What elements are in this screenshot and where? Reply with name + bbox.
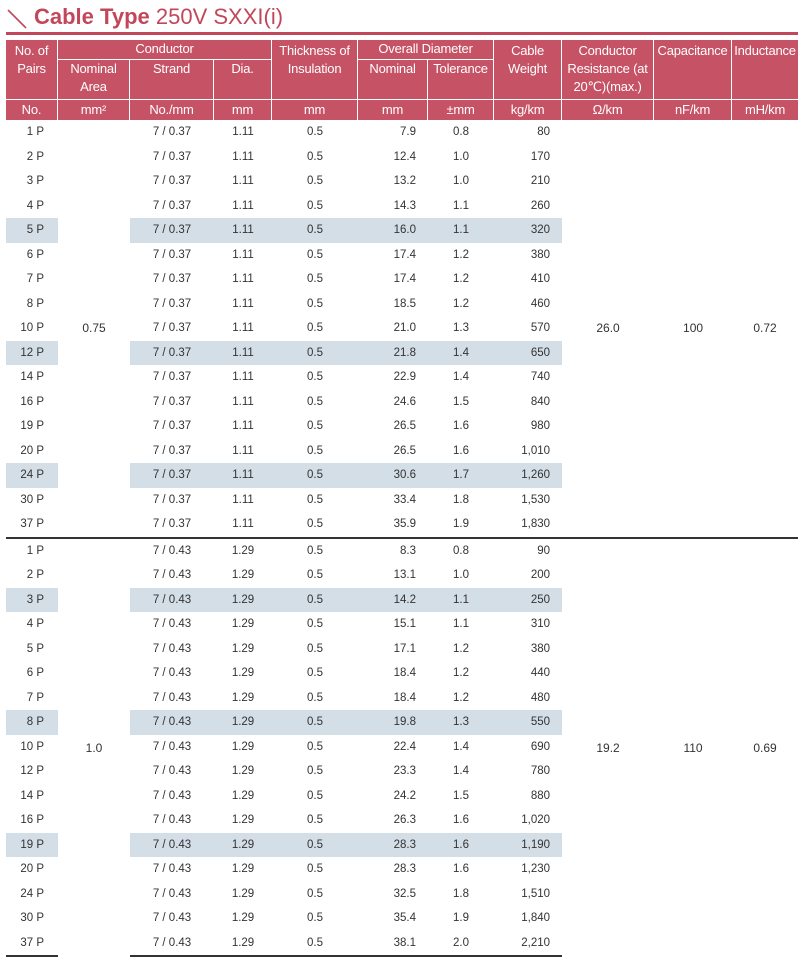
header-pairs: No. of Pairs [6,40,58,100]
cell-tolerance: 1.3 [428,710,494,735]
cell-nominal: 32.5 [393,887,417,900]
cell-strand: 7 / 0.43 [130,931,214,958]
cell-pairs: 12 P [6,341,58,366]
cell-pairs: 5 P [26,642,44,655]
unit-weight: kg/km [494,100,562,120]
cell-weight: 1,830 [521,518,551,531]
cell-strand: 7 / 0.37 [152,126,192,139]
cell-nominal: 26.5 [393,420,417,433]
cell-dia: 1.11 [232,126,254,139]
cell-tolerance: 1.4 [453,371,470,384]
cell-pairs: 24 P [20,887,44,900]
cell-tolerance: 1.1 [453,199,470,212]
unit-area: mm² [58,100,130,120]
page-title-area [6,4,798,30]
cell-weight: 410 [530,273,551,286]
cell-weight: 740 [530,371,551,384]
cell-strand: 7 / 0.37 [152,444,192,457]
cell-pairs: 7 P [26,273,44,286]
cell-capacitance: 110 [654,537,732,958]
cell-dia: 1.11 [232,395,254,408]
cell-resistance: 19.2 [562,537,654,958]
cell-strand: 7 / 0.43 [152,863,192,876]
cell-nominal: 24.2 [393,789,417,802]
cell-strand: 7 / 0.37 [152,273,192,286]
cell-thickness: 0.5 [307,395,324,408]
cell-tolerance: 0.8 [428,537,494,564]
table-row [6,537,798,564]
cell-nominal: 38.1 [358,931,428,958]
cell-capacitance: 100 [654,120,732,537]
cell-weight: 880 [530,789,551,802]
unit-nominal: mm [358,100,428,120]
cell-weight: 780 [530,765,551,778]
cell-weight: 80 [537,126,551,139]
cell-thickness: 0.5 [307,199,324,212]
cell-dia: 1.29 [231,569,255,582]
cell-pairs: 6 P [26,248,44,261]
cell-weight: 840 [530,395,551,408]
cell-thickness: 0.5 [307,642,324,655]
cell-pairs: 24 P [6,463,58,488]
cell-strand: 7 / 0.43 [152,569,192,582]
cell-strand: 7 / 0.37 [152,493,192,506]
cell-strand: 7 / 0.37 [130,341,214,366]
cell-thickness: 0.5 [307,765,324,778]
table-row [6,120,798,145]
cell-tolerance: 1.7 [428,463,494,488]
cell-weight: 1,190 [494,833,562,858]
cell-tolerance: 1.0 [453,569,470,582]
unit-dia: mm [214,100,272,120]
cell-weight: 1,230 [521,863,551,876]
unit-inductance: mH/km [732,100,798,120]
cell-tolerance: 1.4 [453,740,470,753]
unit-capacitance: nF/km [654,100,732,120]
cell-pairs: 19 P [6,833,58,858]
cell-dia: 1.11 [214,341,272,366]
cell-strand: 7 / 0.43 [152,765,192,778]
cell-pairs: 10 P [20,740,44,753]
cell-nominal: 7.9 [400,126,417,139]
cell-strand: 7 / 0.43 [152,912,192,925]
cell-tolerance: 1.5 [453,789,470,802]
cell-dia: 1.29 [231,618,255,631]
cell-weight: 2,210 [494,931,562,958]
header-capacitance: Capacitance [654,40,732,100]
header-resistance: Conductor Resistance (at 20℃)(max.) [562,40,654,100]
cell-tolerance: 1.6 [428,833,494,858]
cell-nominal: 22.9 [393,371,417,384]
page-title-rest: 250V SXXI(i) [155,4,284,29]
header-weight: Cable Weight [494,40,562,100]
cell-thickness: 0.5 [272,931,358,958]
cell-weight: 1,010 [521,444,551,457]
cell-thickness: 0.5 [272,710,358,735]
cell-thickness: 0.5 [307,814,324,827]
cell-strand: 7 / 0.43 [152,887,192,900]
cell-pairs: 5 P [6,218,58,243]
cell-dia: 1.11 [232,273,254,286]
cell-thickness: 0.5 [272,218,358,243]
cell-weight: 320 [494,218,562,243]
cell-nominal: 35.4 [393,912,417,925]
cell-tolerance: 0.8 [453,126,470,139]
cell-tolerance: 1.6 [453,420,470,433]
cell-dia: 1.11 [214,463,272,488]
unit-thickness: mm [272,100,358,120]
cell-tolerance: 1.6 [453,444,470,457]
cell-strand: 7 / 0.43 [152,789,192,802]
cell-strand: 7 / 0.43 [130,833,214,858]
header-inductance: Inductance [732,40,798,100]
cell-tolerance: 1.0 [453,150,470,163]
cell-pairs: 6 P [26,667,44,680]
cell-tolerance: 1.6 [453,863,470,876]
cell-strand: 7 / 0.37 [152,518,192,531]
cell-strand: 7 / 0.37 [130,218,214,243]
cell-tolerance: 2.0 [428,931,494,958]
cell-dia: 1.29 [231,814,255,827]
cell-dia: 1.11 [214,218,272,243]
cell-dia: 1.29 [231,912,255,925]
cell-nominal: 26.3 [393,814,417,827]
cell-thickness: 0.5 [307,667,324,680]
cell-dia: 1.29 [231,740,255,753]
cell-dia: 1.11 [232,175,254,188]
cell-tolerance: 1.2 [453,248,470,261]
cell-thickness: 0.5 [307,691,324,704]
cell-dia: 1.11 [232,444,254,457]
cell-tolerance: 1.2 [453,691,470,704]
cell-nominal: 16.0 [358,218,428,243]
cell-pairs: 3 P [26,175,44,188]
cell-strand: 7 / 0.37 [152,175,192,188]
header-strand: Strand [130,60,214,100]
cell-strand: 7 / 0.37 [130,463,214,488]
cell-nominal: 21.8 [358,341,428,366]
cell-weight: 260 [530,199,551,212]
cell-weight: 1,020 [521,814,551,827]
cell-nominal-area: 0.75 [58,120,130,537]
cell-nominal: 18.5 [393,297,417,310]
page-title [34,4,283,30]
cell-strand: 7 / 0.37 [152,371,192,384]
cell-thickness: 0.5 [307,248,324,261]
cell-pairs: 4 P [26,199,44,212]
cell-weight: 460 [530,297,551,310]
cell-nominal: 30.6 [358,463,428,488]
cell-strand: 7 / 0.43 [152,691,192,704]
cell-thickness: 0.5 [307,273,324,286]
cell-nominal: 33.4 [393,493,417,506]
cell-pairs: 4 P [26,618,44,631]
cell-dia: 1.11 [232,420,254,433]
cell-strand: 7 / 0.43 [152,667,192,680]
cell-dia: 1.29 [214,710,272,735]
header-nominal-area: Nominal Area [58,60,130,100]
header-dia: Dia. [214,60,272,100]
cell-nominal: 19.8 [358,710,428,735]
cell-dia: 1.29 [214,931,272,958]
cell-nominal: 12.4 [393,150,417,163]
cell-dia: 1.11 [232,518,254,531]
cell-nominal: 14.2 [358,588,428,613]
title-divider [6,32,798,35]
cell-tolerance: 1.2 [453,642,470,655]
cell-thickness: 0.5 [307,444,324,457]
cell-tolerance: 1.3 [453,322,470,335]
cell-dia: 1.11 [232,493,254,506]
cell-tolerance: 1.4 [428,341,494,366]
cell-nominal: 17.4 [393,273,417,286]
cell-tolerance: 1.2 [453,297,470,310]
cell-resistance: 26.0 [562,120,654,537]
cell-tolerance: 1.2 [453,273,470,286]
cell-pairs: 8 P [26,297,44,310]
cell-strand: 7 / 0.37 [152,199,192,212]
cell-tolerance: 1.2 [453,667,470,680]
cell-strand: 7 / 0.37 [152,248,192,261]
cell-weight: 980 [530,420,551,433]
cell-pairs: 16 P [20,814,44,827]
cell-tolerance: 1.8 [453,887,470,900]
cell-pairs: 8 P [6,710,58,735]
cell-weight: 1,530 [521,493,551,506]
cell-pairs: 14 P [20,789,44,802]
cell-pairs: 12 P [20,765,44,778]
cell-pairs: 1 P [26,126,44,139]
cell-tolerance: 1.4 [453,765,470,778]
cell-nominal: 35.9 [393,518,417,531]
unit-resistance: Ω/km [562,100,654,120]
cell-strand: 7 / 0.37 [152,420,192,433]
cell-strand: 7 / 0.43 [130,588,214,613]
cell-dia: 1.29 [214,588,272,613]
cell-strand: 7 / 0.43 [152,642,192,655]
cell-nominal: 14.3 [393,199,417,212]
cell-thickness: 0.5 [307,175,324,188]
cell-dia: 1.11 [232,371,254,384]
header-nominal: Nominal [358,60,428,100]
cell-thickness: 0.5 [307,569,324,582]
cell-dia: 1.29 [231,887,255,900]
cell-tolerance: 1.6 [453,814,470,827]
cell-dia: 1.29 [214,537,272,564]
cell-inductance: 0.72 [732,120,798,537]
cell-dia: 1.29 [231,765,255,778]
cell-thickness: 0.5 [307,126,324,139]
cell-strand: 7 / 0.43 [130,537,214,564]
page-title-bold: Cable Type [34,4,150,29]
cell-dia: 1.11 [232,150,254,163]
cell-thickness: 0.5 [307,618,324,631]
cell-weight: 1,260 [494,463,562,488]
cell-thickness: 0.5 [307,887,324,900]
cell-thickness: 0.5 [307,789,324,802]
cell-pairs: 20 P [20,444,44,457]
cell-nominal: 23.3 [393,765,417,778]
cell-weight: 690 [530,740,551,753]
cell-strand: 7 / 0.37 [152,297,192,310]
cell-nominal-area: 1.0 [58,537,130,958]
cell-nominal: 22.4 [393,740,417,753]
cell-weight: 1,840 [521,912,551,925]
cell-thickness: 0.5 [272,537,358,564]
cell-tolerance: 1.0 [453,175,470,188]
cell-pairs: 20 P [20,863,44,876]
cell-weight: 250 [494,588,562,613]
cell-tolerance: 1.5 [453,395,470,408]
cell-dia: 1.29 [231,642,255,655]
cell-pairs: 10 P [20,322,44,335]
cell-pairs: 30 P [20,493,44,506]
cell-pairs: 37 P [6,931,58,958]
cell-tolerance: 1.9 [453,518,470,531]
cell-pairs: 14 P [20,371,44,384]
cell-nominal: 15.1 [393,618,417,631]
cell-dia: 1.11 [232,297,254,310]
cable-spec-table [6,40,798,957]
cell-thickness: 0.5 [272,341,358,366]
cell-weight: 570 [530,322,551,335]
cell-nominal: 24.6 [393,395,417,408]
cell-tolerance: 1.8 [453,493,470,506]
cell-weight: 650 [494,341,562,366]
cell-strand: 7 / 0.37 [152,395,192,408]
cell-weight: 310 [530,618,551,631]
cell-pairs: 7 P [26,691,44,704]
cell-weight: 200 [530,569,551,582]
cell-thickness: 0.5 [307,518,324,531]
cell-tolerance: 1.1 [453,618,470,631]
header-thickness: Thickness of Insulation [272,40,358,100]
cell-nominal: 21.0 [393,322,417,335]
cell-strand: 7 / 0.43 [152,740,192,753]
cell-dia: 1.11 [232,199,254,212]
cell-thickness: 0.5 [307,912,324,925]
cell-thickness: 0.5 [307,863,324,876]
cell-thickness: 0.5 [307,493,324,506]
cell-weight: 210 [530,175,551,188]
cell-tolerance: 1.1 [428,588,494,613]
cell-thickness: 0.5 [307,150,324,163]
cell-nominal: 18.4 [393,691,417,704]
cell-thickness: 0.5 [307,322,324,335]
header-tolerance: Tolerance [428,60,494,100]
cell-weight: 380 [530,248,551,261]
cell-thickness: 0.5 [272,833,358,858]
cell-strand: 7 / 0.43 [152,814,192,827]
table-body [6,120,798,957]
cell-nominal: 8.3 [358,537,428,564]
cell-pairs: 3 P [6,588,58,613]
cell-weight: 170 [530,150,551,163]
cell-pairs: 19 P [20,420,44,433]
unit-pairs: No. [6,100,58,120]
cell-thickness: 0.5 [307,297,324,310]
cell-thickness: 0.5 [307,371,324,384]
cell-dia: 1.29 [231,863,255,876]
cell-dia: 1.29 [231,691,255,704]
cell-pairs: 2 P [26,150,44,163]
cell-weight: 550 [494,710,562,735]
cell-nominal: 26.5 [393,444,417,457]
cell-strand: 7 / 0.37 [152,322,192,335]
cell-nominal: 28.3 [358,833,428,858]
cell-nominal: 28.3 [393,863,417,876]
cell-inductance: 0.69 [732,537,798,958]
cell-weight: 1,510 [521,887,551,900]
cell-thickness: 0.5 [272,463,358,488]
cell-tolerance: 1.9 [453,912,470,925]
cell-dia: 1.29 [231,789,255,802]
cell-thickness: 0.5 [307,420,324,433]
cell-strand: 7 / 0.37 [152,150,192,163]
cell-pairs: 37 P [20,518,44,531]
cell-nominal: 17.1 [393,642,417,655]
cell-pairs: 16 P [20,395,44,408]
cell-nominal: 13.2 [393,175,417,188]
cell-weight: 380 [530,642,551,655]
cell-dia: 1.29 [214,833,272,858]
cell-nominal: 17.4 [393,248,417,261]
cell-pairs: 2 P [26,569,44,582]
header-overall-diameter: Overall Diameter [358,40,494,60]
header-conductor: Conductor [58,40,272,60]
cell-weight: 440 [530,667,551,680]
cell-tolerance: 1.1 [428,218,494,243]
cell-pairs: 30 P [20,912,44,925]
cell-dia: 1.11 [232,322,254,335]
cell-dia: 1.29 [231,667,255,680]
cell-pairs: 1 P [6,537,58,564]
cell-nominal: 13.1 [393,569,417,582]
cell-dia: 1.11 [232,248,254,261]
cell-thickness: 0.5 [272,588,358,613]
cell-weight: 90 [494,537,562,564]
cell-strand: 7 / 0.43 [130,710,214,735]
cell-thickness: 0.5 [307,740,324,753]
unit-tolerance: ±mm [428,100,494,120]
cell-strand: 7 / 0.43 [152,618,192,631]
cell-nominal: 18.4 [393,667,417,680]
unit-strand: No./mm [130,100,214,120]
slash-icon [6,7,28,29]
cell-weight: 480 [530,691,551,704]
